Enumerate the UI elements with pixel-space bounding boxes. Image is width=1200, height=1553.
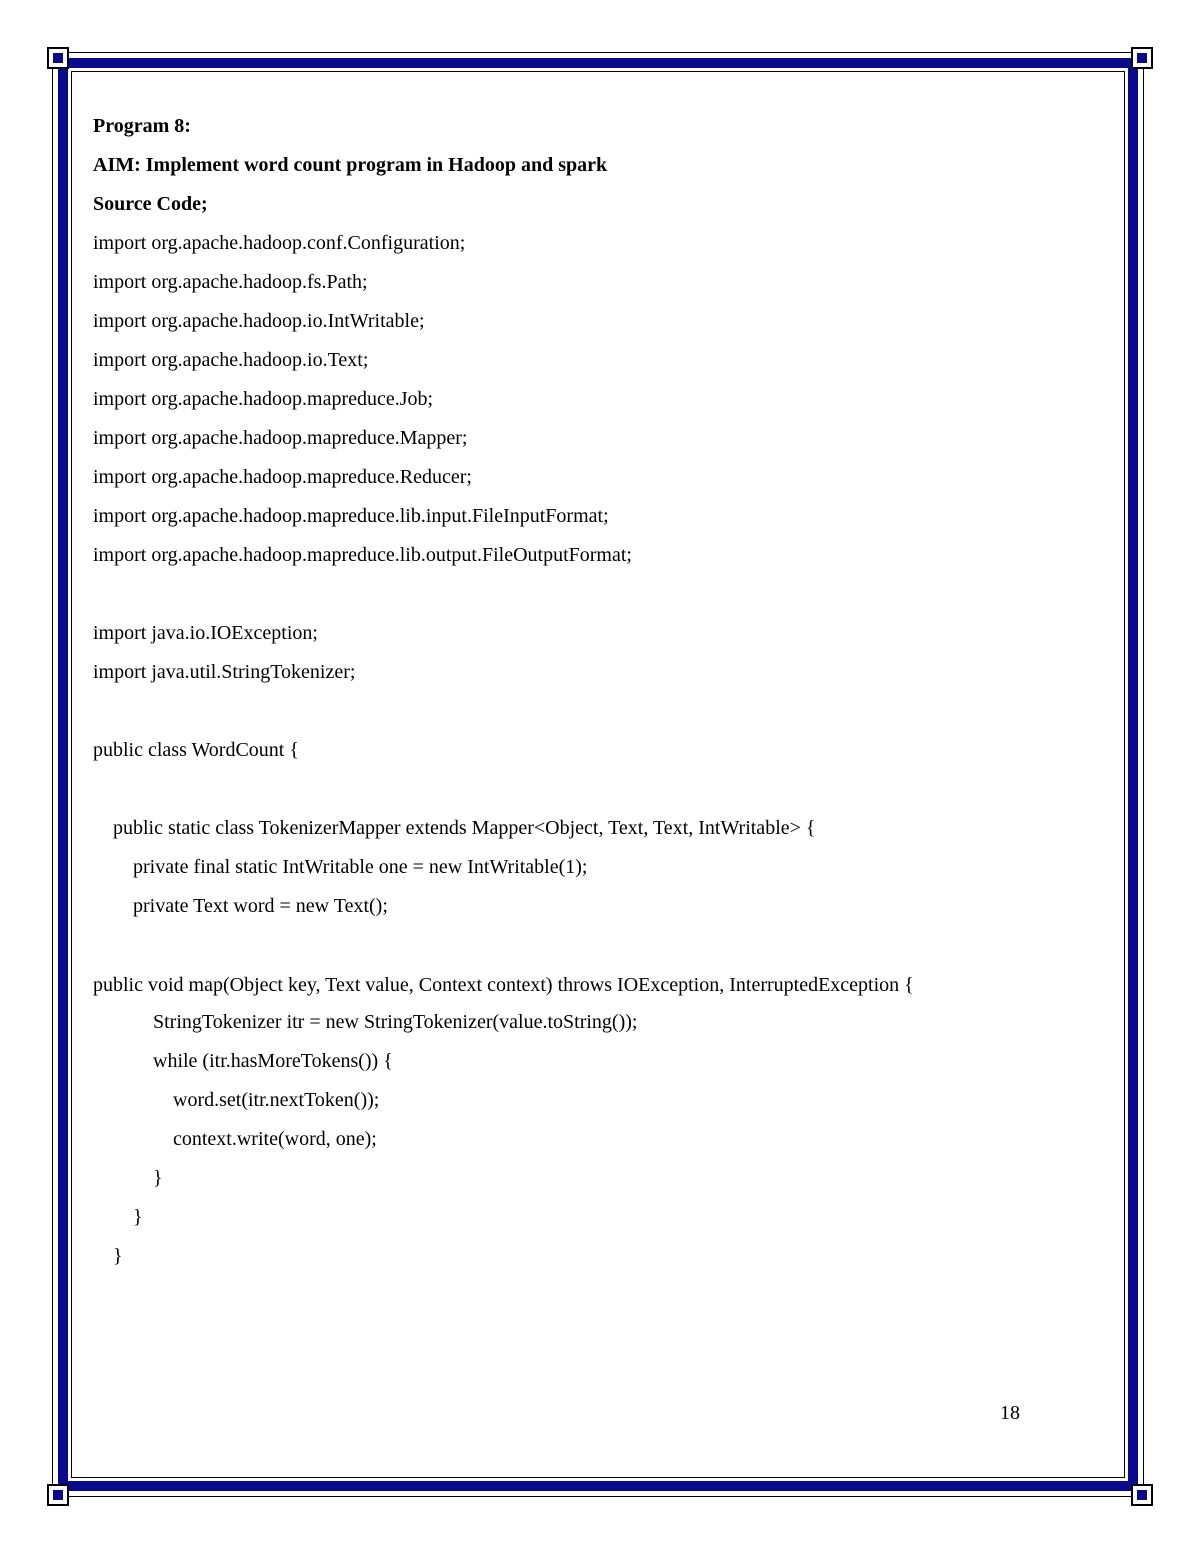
code-line: import org.apache.hadoop.conf.Configuration; <box>93 232 466 254</box>
code-line: import org.apache.hadoop.mapreduce.Reducer; <box>93 466 472 488</box>
code-line: } <box>93 1167 163 1189</box>
code-line: word.set(itr.nextToken()); <box>93 1089 380 1111</box>
code-line: public static class TokenizerMapper extends Mapper<Object, Text, Text, IntWritable> { <box>93 817 816 839</box>
code-line: private final static IntWritable one = new IntWritable(1); <box>93 856 588 878</box>
corner-ornament-top-right <box>1131 47 1153 69</box>
code-line: import org.apache.hadoop.io.IntWritable; <box>93 310 425 332</box>
program-title: Program 8: <box>93 115 191 137</box>
code-line: private Text word = new Text(); <box>93 895 388 917</box>
code-line: import org.apache.hadoop.fs.Path; <box>93 271 368 293</box>
code-line-blank <box>93 770 1113 809</box>
code-line: while (itr.hasMoreTokens()) { <box>93 1050 393 1072</box>
code-line-blank <box>93 692 1113 731</box>
code-line: import org.apache.hadoop.mapreduce.lib.output.FileOutputFormat; <box>93 544 632 566</box>
code-line: import org.apache.hadoop.mapreduce.lib.input.FileInputFormat; <box>93 505 609 527</box>
code-line: import org.apache.hadoop.mapreduce.Mapper; <box>93 427 468 449</box>
code-line: public class WordCount { <box>93 739 299 761</box>
code-line: } <box>93 1245 123 1267</box>
page-number: 18 <box>1000 1402 1020 1424</box>
code-line-blank <box>93 575 1113 614</box>
aim-statement: AIM: Implement word count program in Hadoop and spark <box>93 154 608 176</box>
code-line-wrapped: public void map(Object key, Text value, Context context) throws IOException, InterruptedException { <box>93 974 914 996</box>
code-line-blank <box>93 926 1113 965</box>
corner-ornament-bottom-right <box>1131 1484 1153 1506</box>
code-line: import java.util.StringTokenizer; <box>93 661 356 683</box>
code-line: context.write(word, one); <box>93 1128 377 1150</box>
code-line: StringTokenizer itr = new StringTokenizer(value.toString()); <box>93 1011 638 1033</box>
code-line: import org.apache.hadoop.mapreduce.Job; <box>93 388 434 410</box>
code-line: } <box>93 1206 143 1228</box>
code-line: import org.apache.hadoop.io.Text; <box>93 349 369 371</box>
source-code-label: Source Code; <box>93 193 208 215</box>
code-block <box>93 224 1113 1276</box>
corner-ornament-bottom-left <box>47 1484 69 1506</box>
document-content <box>93 107 1113 1276</box>
code-line: import java.io.IOException; <box>93 622 318 644</box>
corner-ornament-top-left <box>47 47 69 69</box>
